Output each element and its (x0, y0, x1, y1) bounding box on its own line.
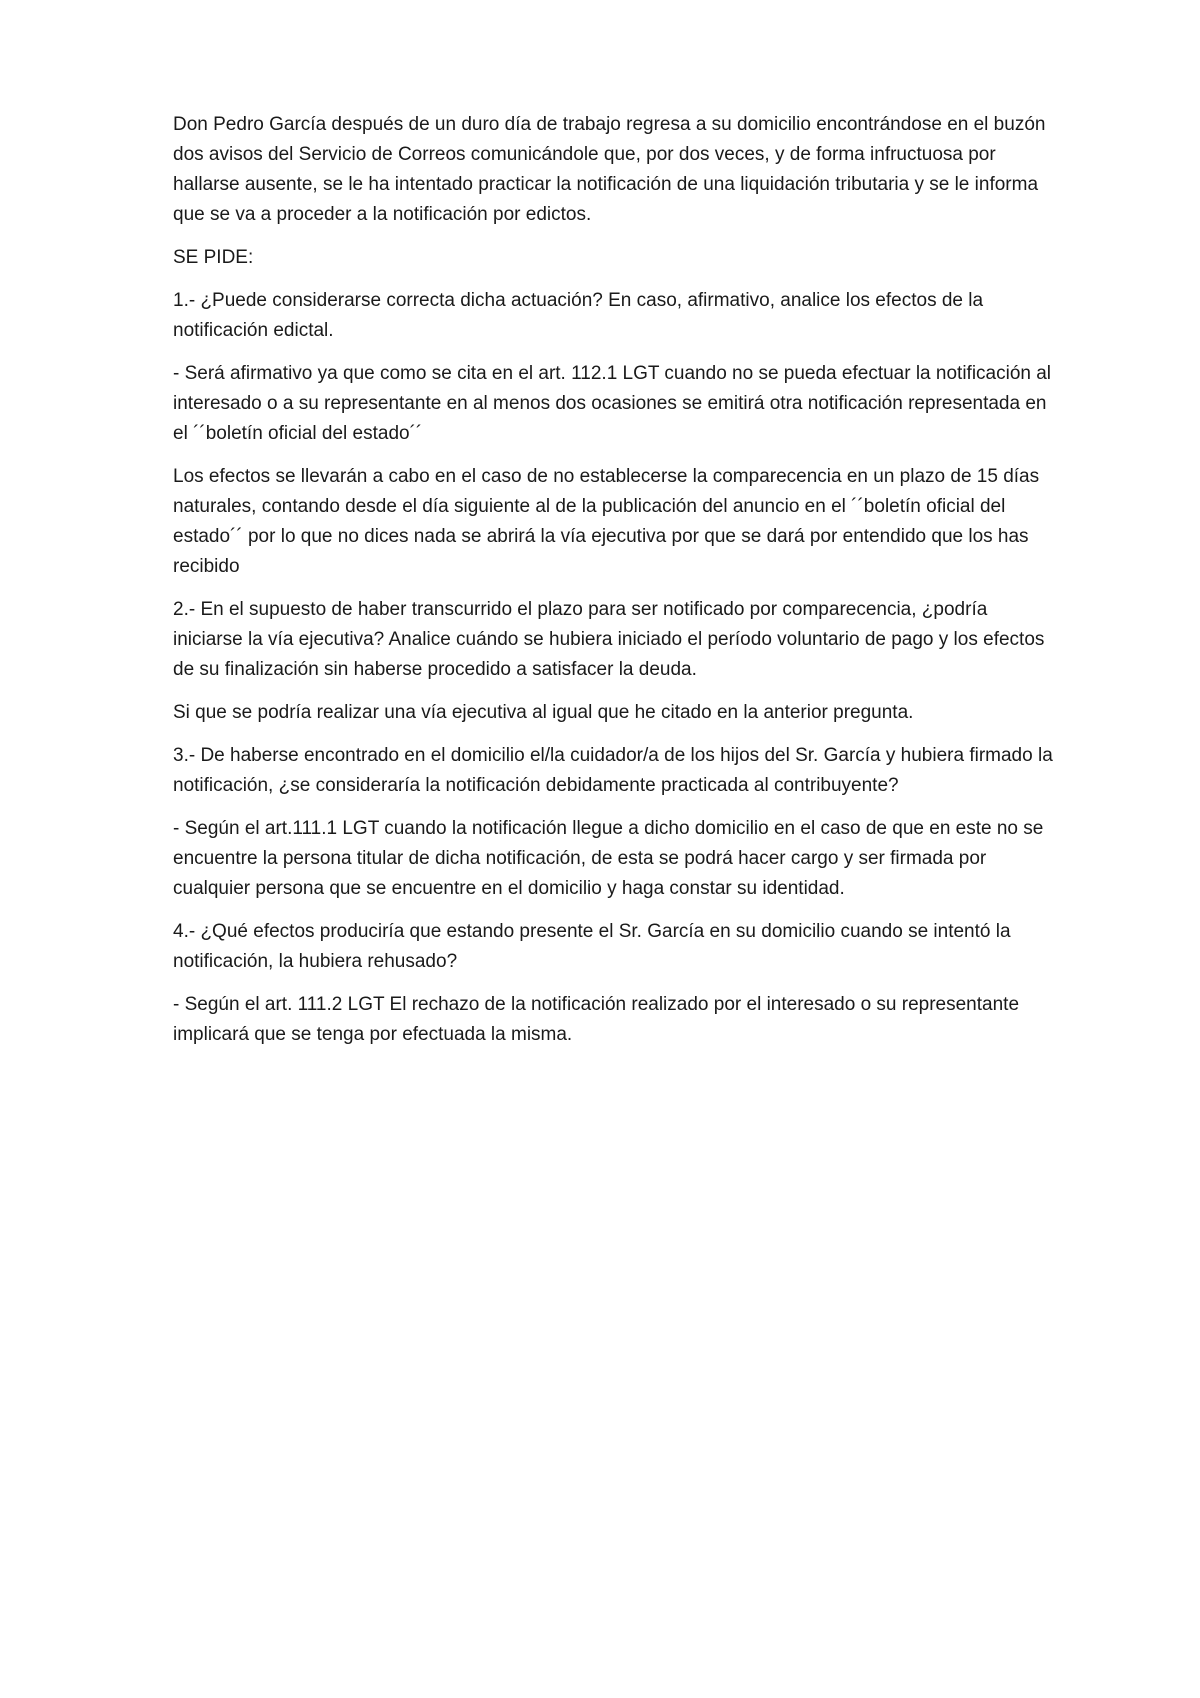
answer-1a: - Será afirmativo ya que como se cita en el art. 112.1 LGT cuando no se pueda efectuar la notificación al interesado o a su representante en al menos dos ocasiones se emitirá otra notificación representada en el ´´boletín oficial del estado´´ (173, 363, 1052, 444)
intro-paragraph: Don Pedro García después de un duro día de trabajo regresa a su domicilio encontrándose en el buzón dos avisos del Servicio de Correos comunicándole que, por dos veces, y de forma infructuosa por hallarse ausente, se le ha intentado practicar la notificación de una liquidación tributaria y se le informa que se va a proceder a la notificación por edictos. (173, 114, 1046, 225)
se-pide-heading: SE PIDE: (173, 247, 254, 268)
answer-2: Si que se podría realizar una vía ejecutiva al igual que he citado en la anterior pregunta. (173, 702, 914, 723)
answer-1b: Los efectos se llevarán a cabo en el caso de no establecerse la comparecencia en un plazo de 15 días naturales, contando desde el día siguiente al de la publicación del anuncio en el ´´boletín oficial del estado´´ por lo que no dices nada se abrirá la vía ejecutiva por que se dará por entendido que los has recibido (173, 466, 1040, 577)
answer-3: - Según el art.111.1 LGT cuando la notificación llegue a dicho domicilio en el caso de que en este no se encuentre la persona titular de dicha notificación, de esta se podrá hacer cargo y ser firmada por cualquier persona que se encuentre en el domicilio y haga constar su identidad. (173, 818, 1044, 899)
question-4: 4.- ¿Qué efectos produciría que estando presente el Sr. García en su domicilio cuando se intentó la notificación, la hubiera rehusado? (173, 921, 1011, 972)
question-2: 2.- En el supuesto de haber transcurrido el plazo para ser notificado por comparecencia, ¿podría iniciarse la vía ejecutiva? Analice cuándo se hubiera iniciado el período voluntario de pago y los efectos de su finalización sin haberse procedido a satisfacer la deuda. (173, 599, 1045, 680)
document-body (173, 110, 1053, 1063)
question-1: 1.- ¿Puede considerarse correcta dicha actuación? En caso, afirmativo, analice los efectos de la notificación edictal. (173, 290, 984, 341)
question-3: 3.- De haberse encontrado en el domicilio el/la cuidador/a de los hijos del Sr. García y hubiera firmado la notificación, ¿se consideraría la notificación debidamente practicada al contribuyente? (173, 745, 1053, 796)
answer-4: - Según el art. 111.2 LGT El rechazo de la notificación realizado por el interesado o su representante implicará que se tenga por efectuada la misma. (173, 994, 1020, 1045)
